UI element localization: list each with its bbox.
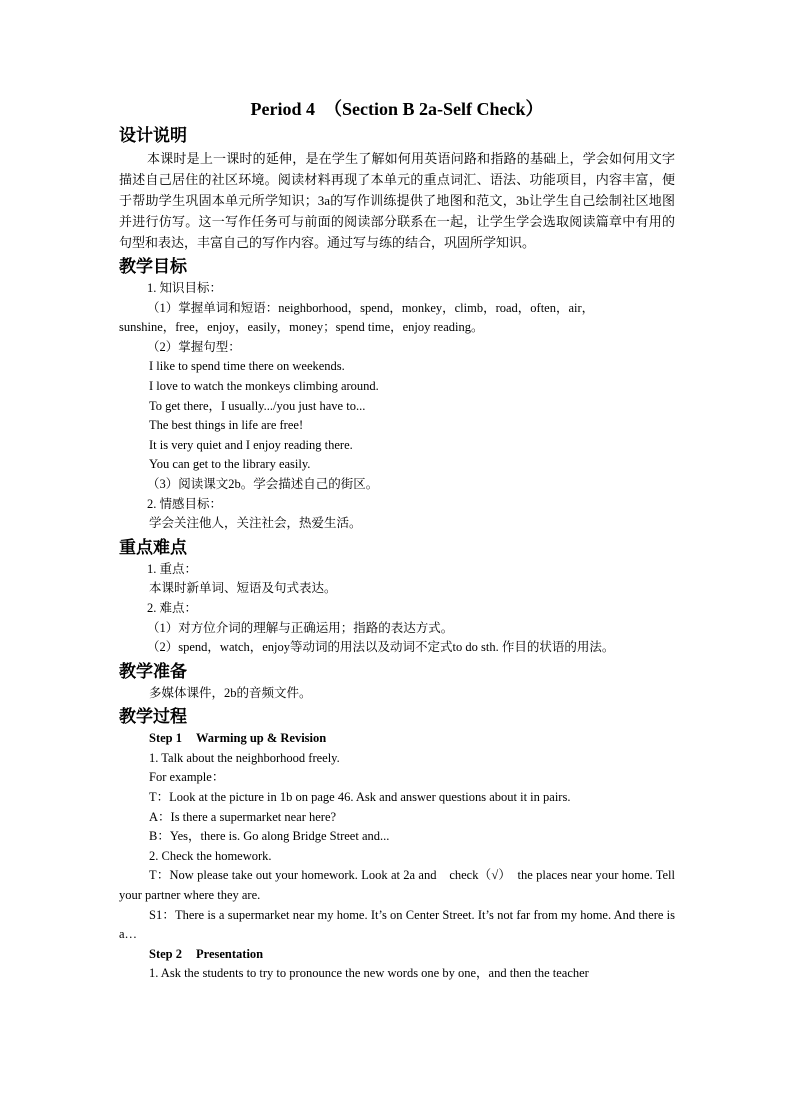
step-label: Step 1 bbox=[149, 731, 182, 746]
step-title: Warming up & Revision bbox=[196, 731, 327, 746]
goal-line: （1）掌握单词和短语：neighborhood，spend，monkey，climb，road，often，air， bbox=[147, 300, 595, 315]
step-heading bbox=[119, 729, 675, 749]
process-line: For example： bbox=[149, 770, 225, 785]
goal-line: 1. 知识目标： bbox=[147, 281, 223, 295]
goal-line: 2. 情感目标： bbox=[147, 496, 223, 511]
goal-line: sunshine，free，enjoy，easily，money；spend time，enjoy reading。 bbox=[119, 320, 484, 335]
process-line: 1. Talk about the neighborhood freely. bbox=[149, 750, 340, 765]
sentence-pattern: It is very quiet and I enjoy reading there. bbox=[149, 437, 353, 452]
section-heading-design: 设计说明 bbox=[119, 126, 187, 146]
goal-line: （2）掌握句型： bbox=[147, 339, 241, 354]
sentence-pattern: To get there，I usually.../you just have to... bbox=[149, 398, 366, 413]
sentence-pattern: You can get to the library easily. bbox=[149, 457, 311, 472]
document-page bbox=[119, 96, 675, 984]
step-heading bbox=[119, 945, 675, 965]
sentence-pattern: The best things in life are free! bbox=[149, 418, 304, 433]
process-line: 2. Check the homework. bbox=[149, 848, 272, 863]
keypoint-line: 2. 难点： bbox=[147, 600, 198, 615]
section-heading-preparation: 教学准备 bbox=[119, 661, 187, 682]
dialogue-line: T：Look at the picture in 1b on page 46. Ask and answer questions about it in pairs. bbox=[149, 790, 571, 805]
section-heading-process: 教学过程 bbox=[119, 707, 187, 728]
keypoint-line: 本课时新单词、短语及句式表达。 bbox=[149, 581, 337, 596]
goal-line: 学会关注他人，关注社会，热爱生活。 bbox=[149, 516, 362, 531]
dialogue-line: A：Is there a supermarket near here? bbox=[149, 809, 337, 824]
process-paragraph: 1. Ask the students to try to pronounce the new words one by one，and then the teacher bbox=[149, 966, 589, 981]
step-label: Step 2 bbox=[149, 946, 182, 961]
section-heading-goals: 教学目标 bbox=[119, 257, 187, 277]
keypoint-line: （1）对方位介词的理解与正确运用；指路的表达方式。 bbox=[147, 620, 454, 635]
keypoint-line: 1. 重点： bbox=[147, 561, 198, 576]
page-title: Period 4 （Section B 2a-Self Check） bbox=[250, 99, 544, 119]
design-paragraph: 本课时是上一课时的延伸，是在学生了解如何用英语问路和指路的基础上，学会如何用文字描述自己居住的社区环境。阅读材料再现了本单元的重点词汇、语法、功能项目，内容丰富，便于帮助学生巩固本单元所学知识；3a的写作训练提供了地图和范文，3b让学生自己绘制社区地图并进行仿写。这一写作任务可与前面的阅读部分联系在一起，让学生学会选取阅读篇章中有用的句型和表达，丰富自己的写作内容。通过写与练的结合，巩固所学知识。 bbox=[119, 151, 675, 250]
step-title: Presentation bbox=[196, 946, 264, 961]
keypoint-line: （2）spend，watch，enjoy等动词的用法以及动词不定式to do sth. 作目的状语的用法。 bbox=[147, 640, 615, 655]
section-heading-keypoints: 重点难点 bbox=[119, 537, 187, 558]
dialogue-line: B：Yes，there is. Go along Bridge Street and... bbox=[149, 829, 390, 844]
goal-line: （3）阅读课文2b。学会描述自己的街区。 bbox=[147, 476, 379, 491]
sentence-pattern: I like to spend time there on weekends. bbox=[149, 359, 345, 374]
dialogue-paragraph: T：Now please take out your homework. Look at 2a and check（√） the places near your home. Tell your partner where they are. bbox=[119, 868, 675, 903]
dialogue-paragraph: S1：There is a supermarket near my home. It’s on Center Street. It’s not far from my home. And there is a… bbox=[119, 907, 675, 942]
sentence-pattern: I love to watch the monkeys climbing around. bbox=[149, 378, 379, 393]
preparation-line: 多媒体课件，2b的音频文件。 bbox=[149, 685, 312, 700]
